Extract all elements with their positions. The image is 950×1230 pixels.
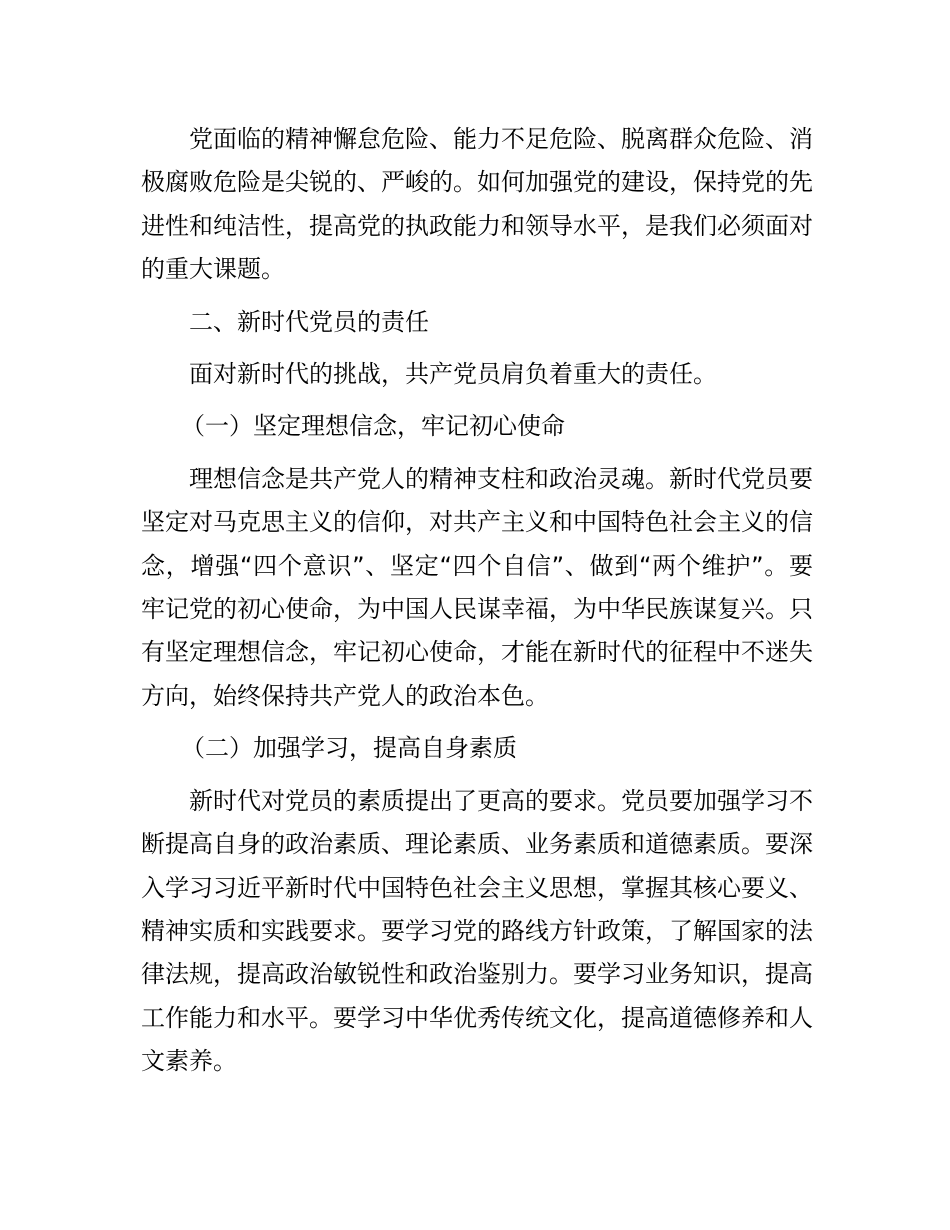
section-heading-member-responsibility: 二、新时代党员的责任 [189, 307, 429, 336]
subsection-heading-learning: （二）加强学习，提高自身素质 [181, 734, 517, 763]
paragraph-learning: 新时代对党员的素质提出了更高的要求。党员要加强学习不断提高自身的政治素质、理论素质、业务素质和道德素质。要深入学习习近平新时代中国特色社会主义思想，掌握其核心要义、精神实质和实践要求。要学习党的路线方针政策，了解国家的法律法规，提高政治敏锐性和政治鉴别力。要学习业务知识，提高工作能力和水平。要学习中华优秀传统文化，提高道德修养和人文素养。 [141, 786, 813, 1076]
paragraph-responsibility-intro: 面对新时代的挑战，共产党员肩负着重大的责任。 [189, 360, 717, 389]
document-page [141, 118, 813, 1084]
subsection-heading-ideals: （一）坚定理想信念，牢记初心使命 [181, 412, 565, 441]
paragraph-party-risks: 党面临的精神懈怠危险、能力不足危险、脱离群众危险、消极腐败危险是尖锐的、严峻的。如何加强党的建设，保持党的先进性和纯洁性，提高党的执政能力和领导水平，是我们必须面对的重大课题。 [141, 125, 813, 284]
paragraph-ideals: 理想信念是共产党人的精神支柱和政治灵魂。新时代党员要坚定对马克思主义的信仰，对共产主义和中国特色社会主义的信念，增强“四个意识”、坚定“四个自信”、做到“两个维护”。要牢记党的初心使命，为中国人民谋幸福，为中华民族谋复兴。只有坚定理想信念，牢记初心使命，才能在新时代的征程中不迷失方向，始终保持共产党人的政治本色。 [141, 464, 813, 710]
